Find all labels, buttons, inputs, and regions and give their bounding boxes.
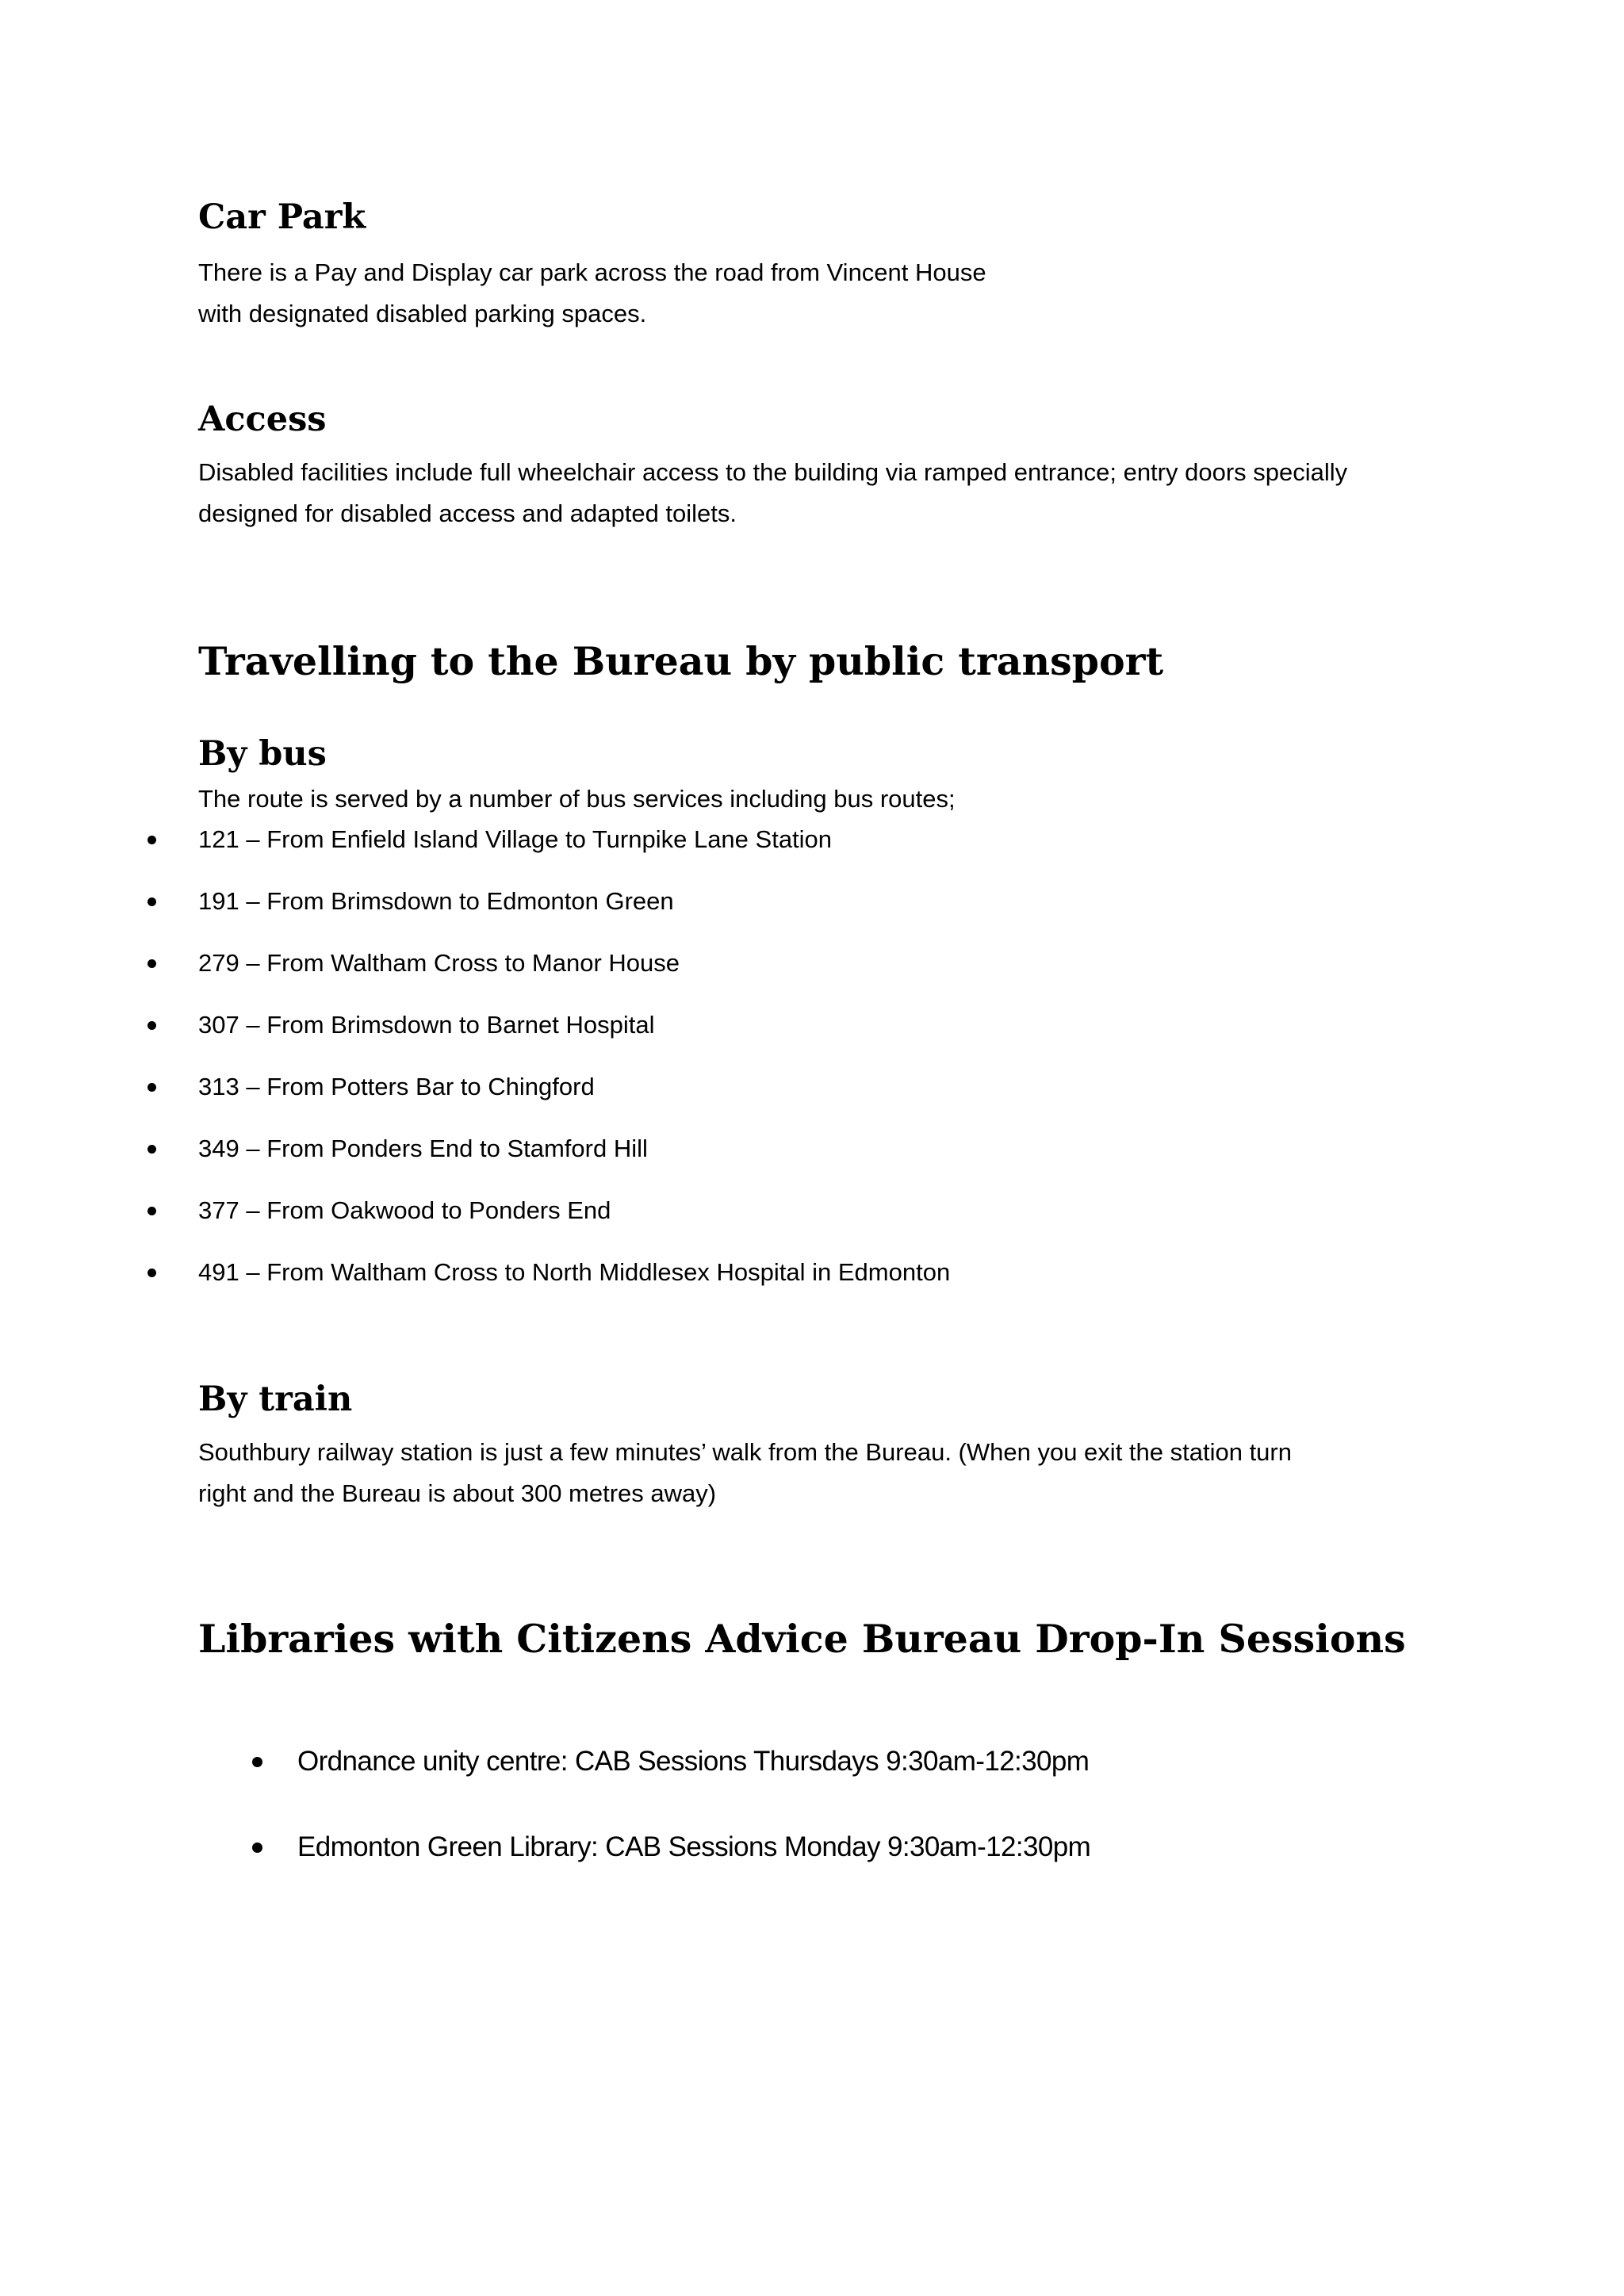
bus-route-text: 191 – From Brimsdown to Edmonton Green — [198, 887, 674, 915]
bullet-icon — [252, 1843, 262, 1853]
list-item — [0, 1249, 1427, 1311]
bus-route-text: 491 – From Waltham Cross to North Middlesex Hospital in Edmonton — [198, 1258, 951, 1286]
list-item — [0, 1064, 1427, 1126]
list-item — [0, 1736, 1427, 1822]
bus-intro: The route is served by a number of bus services including bus routes; — [198, 785, 956, 813]
list-item — [0, 1188, 1427, 1249]
car-park-line-2: with designated disabled parking spaces. — [198, 300, 647, 327]
car-park-line-1: There is a Pay and Display car park across the road from Vincent House — [198, 258, 986, 286]
bus-route-text: 377 – From Oakwood to Ponders End — [198, 1196, 611, 1224]
library-session-text: Edmonton Green Library: CAB Sessions Monday 9:30am-12:30pm — [297, 1831, 1091, 1862]
libraries-heading: Libraries with Citizens Advice Bureau Drop-In Sessions — [198, 1616, 1406, 1662]
bullet-icon — [147, 1021, 156, 1030]
bus-route-text: 307 – From Brimsdown to Barnet Hospital — [198, 1011, 655, 1039]
bullet-icon — [147, 1207, 156, 1215]
access-heading: Access — [198, 400, 327, 439]
bus-route-list — [0, 817, 1427, 1311]
list-item — [0, 1002, 1427, 1064]
bus-route-text: 349 – From Ponders End to Stamford Hill — [198, 1135, 648, 1162]
library-session-text: Ordnance unity centre: CAB Sessions Thursdays 9:30am-12:30pm — [297, 1746, 1090, 1777]
car-park-heading: Car Park — [198, 197, 366, 237]
transport-heading: Travelling to the Bureau by public transport — [198, 638, 1164, 684]
access-line-2: designed for disabled access and adapted toilets. — [198, 499, 737, 527]
bus-heading: By bus — [198, 734, 327, 774]
bullet-icon — [147, 1145, 156, 1154]
train-line-1: Southbury railway station is just a few minutes’ walk from the Bureau. (When you exit the station turn — [198, 1438, 1292, 1466]
bullet-icon — [147, 959, 156, 968]
list-item — [0, 817, 1427, 878]
bus-route-text: 279 – From Waltham Cross to Manor House — [198, 949, 680, 977]
bullet-icon — [252, 1757, 262, 1767]
list-item — [0, 940, 1427, 1002]
bullet-icon — [147, 1269, 156, 1277]
bullet-icon — [147, 836, 156, 844]
bullet-icon — [147, 1083, 156, 1092]
list-item — [0, 878, 1427, 940]
train-heading: By train — [198, 1380, 353, 1419]
list-item — [0, 1822, 1427, 1908]
access-line-1: Disabled facilities include full wheelchair access to the building via ramped entrance; entry doors specially — [198, 458, 1348, 486]
bullet-icon — [147, 897, 156, 906]
train-line-2: right and the Bureau is about 300 metres away) — [198, 1479, 717, 1507]
bus-route-text: 121 – From Enfield Island Village to Turnpike Lane Station — [198, 825, 833, 853]
libraries-list — [0, 1736, 1427, 1908]
list-item — [0, 1126, 1427, 1188]
bus-route-text: 313 – From Potters Bar to Chingford — [198, 1073, 595, 1100]
